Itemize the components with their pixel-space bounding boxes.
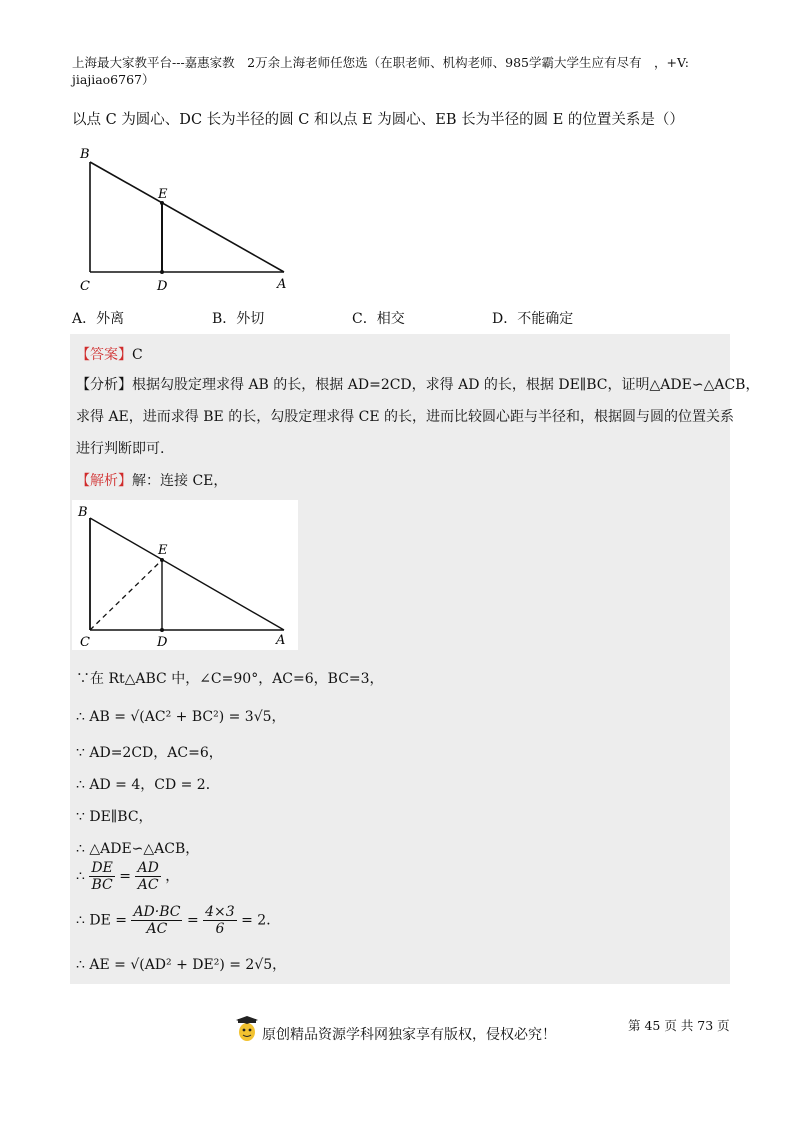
mascot-icon <box>234 1016 260 1046</box>
option-a: A．外离 <box>72 311 125 327</box>
analysis-line-2: 求得 AE，进而求得 BE 的长，勾股定理求得 CE 的长，进而比较圆心距与半径和，根据圆与圆的位置关系 <box>76 409 735 425</box>
step-7 <box>76 860 179 893</box>
solution-intro-line <box>76 470 227 490</box>
step-8 <box>76 904 280 937</box>
label-b: B <box>80 147 90 162</box>
label-a: A <box>277 277 287 292</box>
label-c-2: C <box>80 635 90 650</box>
frac-den: BC <box>91 877 113 893</box>
answer-tag: 【答案】 <box>76 347 132 363</box>
answer-line <box>76 344 143 364</box>
label-d-2: D <box>157 635 168 650</box>
step-7-prefix: ∴ <box>76 868 85 885</box>
solution-intro: 解：连接 CE， <box>132 473 228 489</box>
frac-num: DE <box>91 860 113 876</box>
copyright-note: 原创精品资源学科网独家享有版权，侵权必究！ <box>262 1027 556 1043</box>
label-d: D <box>157 279 168 294</box>
option-c: C．相交 <box>352 311 405 327</box>
label-b-2: B <box>78 505 88 520</box>
triangle-figure-with-ce <box>72 500 298 650</box>
step-9: ∴ AE = √(AD² + DE²) = 2√5， <box>76 957 287 973</box>
option-b: B．外切 <box>212 311 265 327</box>
page-number: 第 45 页 共 73 页 <box>628 1018 730 1033</box>
frac-num: AD·BC <box>133 904 181 920</box>
analysis-line-1 <box>76 374 759 394</box>
analysis-tag: 【分析】 <box>76 377 132 393</box>
frac-den: 6 <box>215 921 225 937</box>
solution-tag: 【解析】 <box>76 473 132 489</box>
frac-num: AD <box>137 860 159 876</box>
frac-den: AC <box>137 877 159 893</box>
header-line-1: 上海最大家教平台---嘉惠家教 2万余上海老师任您选（在职老师、机构老师、985学霸大学生应有尽有 ，+V: <box>72 55 689 70</box>
analysis-line-3: 进行判断即可. <box>76 441 165 457</box>
step-1: ∵在 Rt△ABC 中，∠C=90°，AC=6，BC=3， <box>76 671 384 687</box>
page-header <box>72 54 732 88</box>
step-7-suffix: ， <box>165 868 180 885</box>
label-e-2: E <box>158 543 168 558</box>
header-line-2: jiajiao6767） <box>72 72 155 87</box>
step-4: ∴ AD = 4，CD = 2． <box>76 777 220 793</box>
step-2: ∴ AB = √(AC² + BC²) = 3√5， <box>76 709 286 725</box>
options <box>72 308 712 328</box>
equals: = <box>186 912 199 929</box>
label-e: E <box>158 187 168 202</box>
fraction-de-bc <box>89 860 114 893</box>
step-3: ∵ AD=2CD，AC=6， <box>76 745 223 761</box>
frac-den: AC <box>146 921 168 937</box>
label-c: C <box>80 279 90 294</box>
step-8-prefix: ∴ DE = <box>76 912 127 929</box>
step-5: ∵ DE∥BC， <box>76 809 153 825</box>
question-text: 以点 C 为圆心、DC 长为半径的圆 C 和以点 E 为圆心、EB 长为半径的圆 E 的位置关系是（） <box>72 112 684 128</box>
fraction-ad-ac <box>135 860 160 893</box>
label-a-2: A <box>276 633 286 648</box>
step-8-suffix: = 2． <box>241 912 281 929</box>
triangle-figure <box>72 142 302 298</box>
equals: = <box>119 868 132 885</box>
analysis-text-1: 根据勾股定理求得 AB 的长，根据 AD=2CD，求得 AD 的长，根据 DE∥BC，证明△ADE∽△ACB， <box>132 377 760 393</box>
fraction-4x3-6 <box>203 904 237 937</box>
step-6: ∴ △ADE∽△ACB， <box>76 841 200 857</box>
answer-value: C <box>132 347 143 363</box>
fraction-adbc-ac <box>131 904 182 937</box>
frac-num: 4×3 <box>205 904 235 920</box>
option-d: D．不能确定 <box>492 311 574 327</box>
